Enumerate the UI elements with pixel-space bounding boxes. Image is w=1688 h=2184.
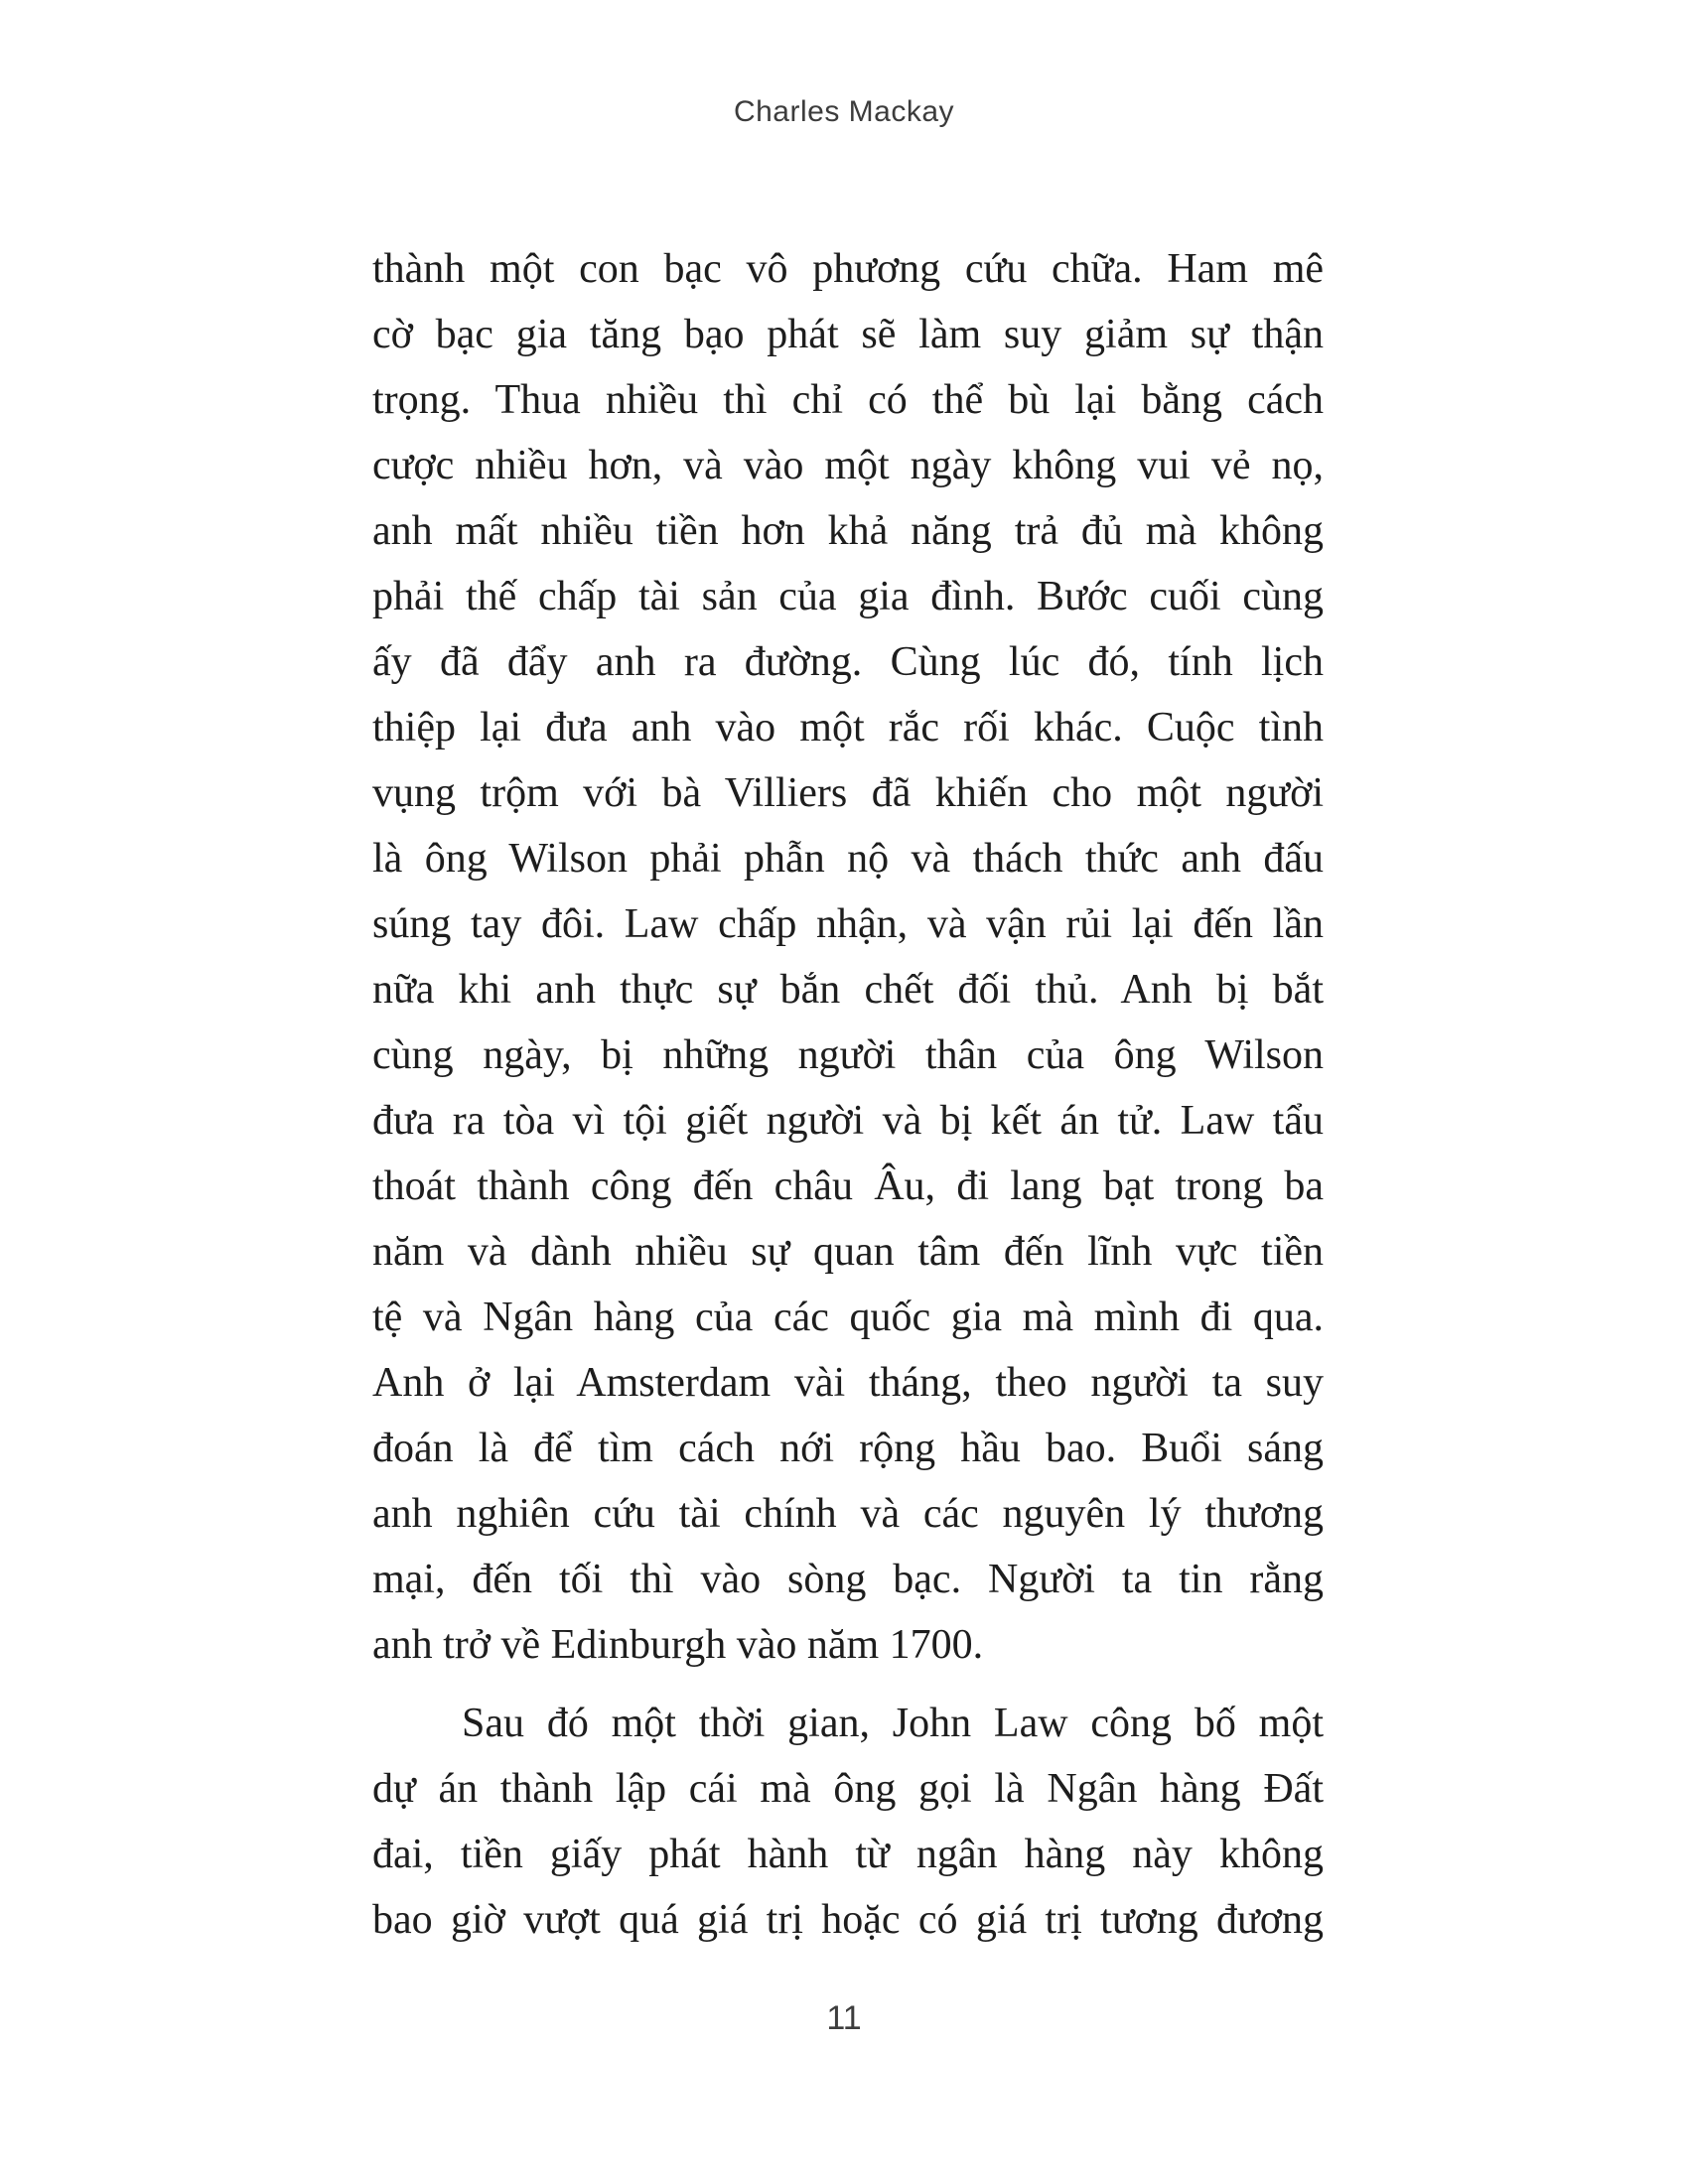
text-line: đưa ra tòa vì tội giết người và bị kết án tử. Law tẩu: [372, 1098, 1324, 1144]
text-line: thoát thành công đến châu Âu, đi lang bạt trong ba: [372, 1163, 1324, 1209]
text-line: Anh ở lại Amsterdam vài tháng, theo người ta suy: [372, 1360, 1324, 1406]
text-line: anh mất nhiều tiền hơn khả năng trả đủ mà không: [372, 508, 1324, 554]
paragraph: [372, 236, 1324, 1678]
text-line: là ông Wilson phải phẫn nộ và thách thức anh đấu: [372, 836, 1324, 882]
body-text: [372, 236, 1324, 1953]
paragraph: [372, 1691, 1324, 1953]
text-line: năm và dành nhiều sự quan tâm đến lĩnh vực tiền: [372, 1229, 1324, 1275]
text-line: cùng ngày, bị những người thân của ông Wilson: [372, 1032, 1324, 1078]
text-line: cờ bạc gia tăng bạo phát sẽ làm suy giảm sự thận: [372, 312, 1324, 357]
text-line: Sau đó một thời gian, John Law công bố một: [462, 1701, 1324, 1746]
running-header: Charles Mackay: [733, 95, 955, 128]
text-line: anh nghiên cứu tài chính và các nguyên lý thương: [372, 1491, 1324, 1537]
text-line: cược nhiều hơn, và vào một ngày không vui vẻ nọ,: [372, 443, 1324, 488]
text-line: ấy đã đẩy anh ra đường. Cùng lúc đó, tính lịch: [372, 639, 1324, 685]
text-line: tệ và Ngân hàng của các quốc gia mà mình đi qua.: [372, 1295, 1324, 1340]
text-line: trọng. Thua nhiều thì chỉ có thể bù lại bằng cách: [372, 377, 1324, 423]
text-line: vụng trộm với bà Villiers đã khiến cho một người: [372, 770, 1324, 816]
page-number: 11: [826, 1999, 862, 2037]
text-line: bao giờ vượt quá giá trị hoặc có giá trị tương đương: [372, 1897, 1324, 1943]
text-line: phải thế chấp tài sản của gia đình. Bước cuối cùng: [372, 574, 1324, 619]
text-line: dự án thành lập cái mà ông gọi là Ngân hàng Đất: [372, 1766, 1324, 1812]
text-line: thành một con bạc vô phương cứu chữa. Ham mê: [372, 246, 1324, 292]
text-line: đoán là để tìm cách nới rộng hầu bao. Buổi sáng: [372, 1426, 1324, 1471]
text-line: anh trở về Edinburgh vào năm 1700.: [372, 1622, 984, 1668]
text-line: nữa khi anh thực sự bắn chết đối thủ. Anh bị bắt: [372, 967, 1324, 1013]
text-line: đai, tiền giấy phát hành từ ngân hàng này không: [372, 1832, 1324, 1877]
text-line: súng tay đôi. Law chấp nhận, và vận rủi lại đến lần: [372, 901, 1324, 947]
text-line: mại, đến tối thì vào sòng bạc. Người ta tin rằng: [372, 1557, 1324, 1602]
text-line: thiệp lại đưa anh vào một rắc rối khác. Cuộc tình: [372, 705, 1324, 751]
